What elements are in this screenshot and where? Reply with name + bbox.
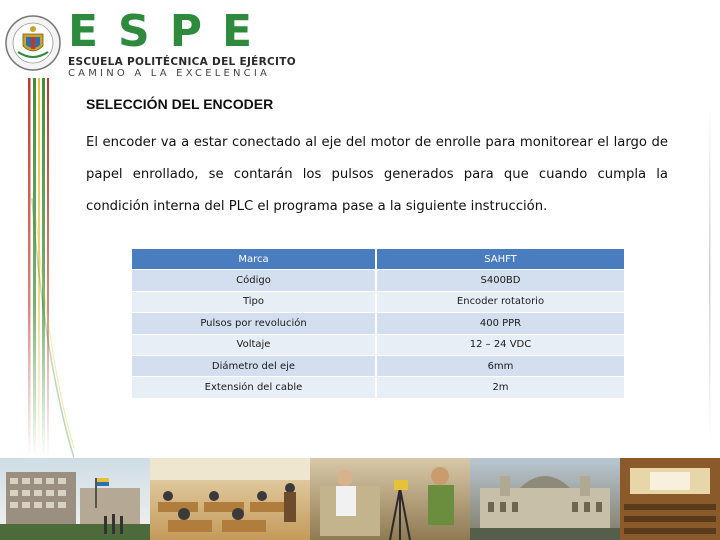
table-row <box>132 292 624 313</box>
brand-name: ESPE <box>68 6 273 57</box>
espe-seal-logo <box>4 12 62 74</box>
table-row <box>132 377 624 398</box>
brand-block <box>68 6 296 79</box>
school-name: ESCUELA POLITÉCNICA DEL EJÉRCITO <box>68 56 296 68</box>
spec-value: Encoder rotatorio <box>377 292 624 313</box>
spec-value: S400BD <box>377 270 624 291</box>
spec-value: SAHFT <box>377 249 624 270</box>
table-row <box>132 313 624 334</box>
spec-value: 6mm <box>377 356 624 377</box>
table-row <box>132 335 624 356</box>
table-row <box>132 270 624 291</box>
decorative-side-bars <box>14 78 74 458</box>
body-paragraph: El encoder va a estar conectado al eje del motor de enrolle para monitorear el largo de papel enrollado, se contarán los pulsos generados para que cuando cumpla la condición interna del PLC el programa pase a la siguiente instrucción. <box>86 135 668 214</box>
spec-label: Extensión del cable <box>132 377 377 398</box>
spec-label: Código <box>132 270 377 291</box>
spec-label: Diámetro del eje <box>132 356 377 377</box>
campus-photo-collage <box>0 458 720 540</box>
encoder-spec-table <box>132 249 624 399</box>
brand-tagline: CAMINO A LA EXCELENCIA <box>68 68 271 79</box>
spec-label: Tipo <box>132 292 377 313</box>
decorative-right-line <box>708 104 712 444</box>
spec-value: 400 PPR <box>377 313 624 334</box>
spec-label: Pulsos por revolución <box>132 313 377 334</box>
table-row <box>132 249 624 270</box>
spec-label: Marca <box>132 249 377 270</box>
spec-value: 12 – 24 VDC <box>377 335 624 356</box>
spec-label: Voltaje <box>132 335 377 356</box>
table-row <box>132 356 624 377</box>
spec-value: 2m <box>377 377 624 398</box>
section-heading: SELECCIÓN DEL ENCODER <box>86 96 274 112</box>
